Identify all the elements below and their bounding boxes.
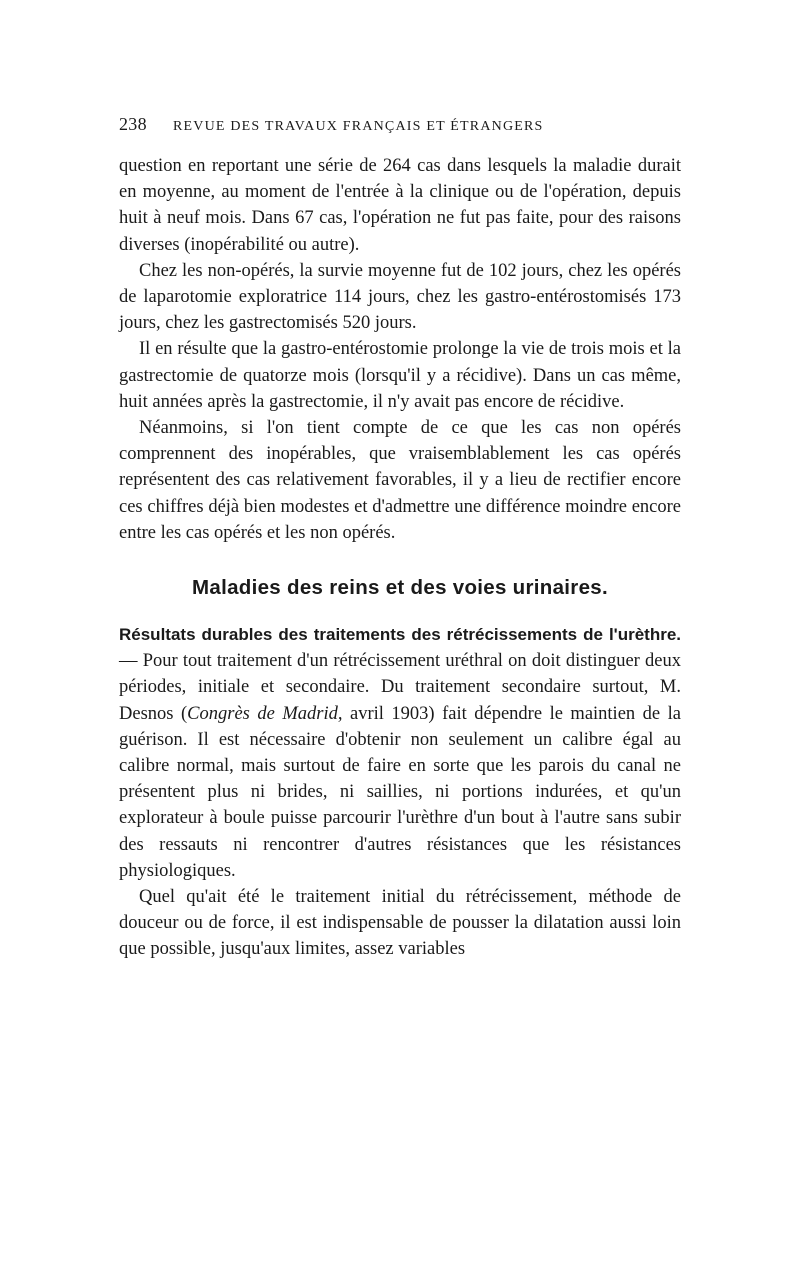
paragraph-survival-days: Chez les non-opérés, la survie moyenne fut de 102 jours, chez les opérés de laparotomie exploratrice 114 jours, chez les gastro-entérostomisés 173 jours, chez les gastrectomisés 520 jours.: [119, 260, 681, 334]
article-title: Résultats durables des traitements des rétrécissements de l'urèthre.: [119, 625, 681, 645]
article-rest: avril 1903) fait dépendre le maintien de la guérison. Il est nécessaire d'obtenir non seulement un calibre égal au calibre normal, mais surtout de faire en sorte que les parois du canal ne présentent plus ni brides, ni saillies, ni portions indurées, et qu'un explorateur à boule puisse parcourir l'urèthre d'un bout à l'autre sans subir des ressauts ni rencontrer d'autres résistances que les résistances physiologiques.: [119, 703, 682, 881]
running-head: [119, 114, 681, 135]
paragraph-dilatation: Quel qu'ait été le traitement initial du rétrécissement, méthode de douceur ou de force, il est indispensable de pousser la dilatation aussi loin que possible, jusqu'aux limites, assez variables: [119, 887, 681, 960]
paragraph-gastrectomy-result: Il en résulte que la gastro-entérostomie prolonge la vie de trois mois et la gastrectomie de quatorze mois (lorsqu'il y a récidive). Dans un cas même, huit années après la gastrectomie, il n'y avait pas encore de récidive.: [119, 339, 681, 412]
paragraph-urethra-treatment: [119, 622, 681, 884]
section-heading: Maladies des reins et des voies urinaires.: [192, 576, 608, 600]
journal-title: REVUE DES TRAVAUX FRANÇAIS ET ÉTRANGERS: [173, 119, 544, 134]
book-page: [119, 114, 681, 963]
citation: Congrès de Madrid,: [187, 703, 343, 724]
paragraph-nevertheless: Néanmoins, si l'on tient compte de ce que les cas non opérés comprennent des inopérables, que vraisemblablement les cas opérés représentent des cas relativement favorables, il y a lieu de rectifier encore ces chiffres déjà bien modestes et d'admettre une différence moindre encore entre les cas opérés et les non opérés.: [119, 418, 681, 543]
article-intro: — Pour tout traitement d'un rétrécissement uréthral on doit distinguer deux périodes, initiale et secondaire. Du traitement secondaire surtout, M. Desnos (: [119, 651, 681, 724]
paragraph-survey-cases: question en reportant une série de 264 cas dans lesquels la maladie durait en moyenne, au moment de l'entrée à la clinique ou de l'opération, depuis huit à neuf mois. Dans 67 cas, l'opération ne fut pas faite, pour des raisons diverses (inopérabilité ou autre).: [119, 156, 681, 255]
page-number: 238: [119, 114, 147, 134]
